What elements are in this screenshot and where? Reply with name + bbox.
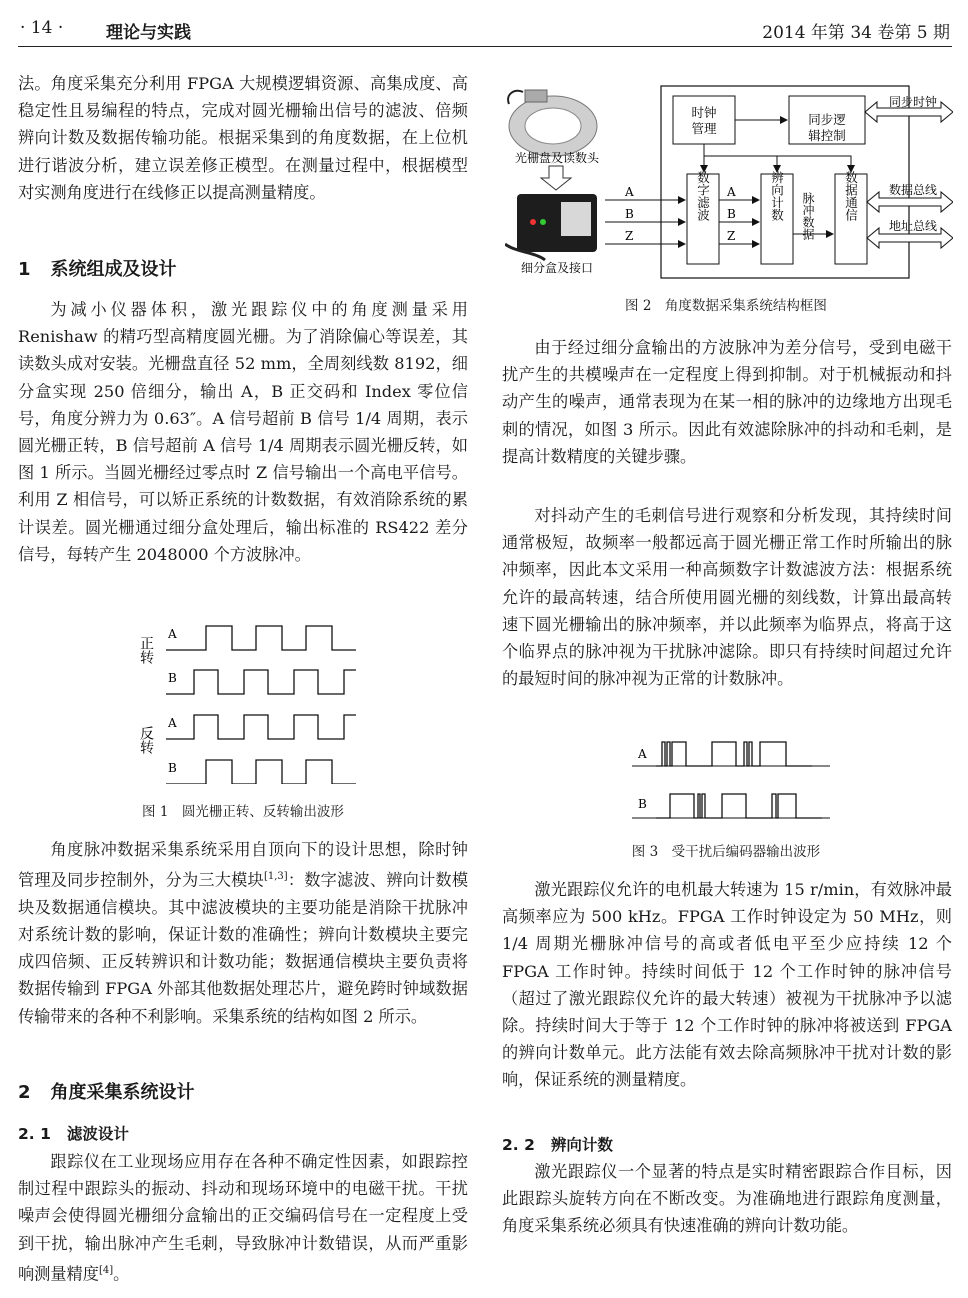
fig3-b-wave — [656, 794, 822, 818]
clock-block-label — [691, 105, 717, 136]
noise-paragraph: 由于经过细分盒输出的方波脉冲为差分信号，受到电磁干扰产生的共模噪声在一定程度上得到抑制。对于机械振动和抖动产生的噪声，通常表现为在某一相的脉冲的边缘地方出现毛刺的情况，如图 3 所示。因此有效滤除脉冲的抖动和毛刺，是提高计数精度的关键步骤。 — [502, 338, 952, 466]
input-z-label: Z — [625, 229, 634, 243]
figure-3-caption: 图 3 受干扰后编码器输出波形 — [631, 844, 821, 860]
page-number: · 14 · — [20, 18, 64, 38]
block-label-line: 管理 — [691, 121, 717, 136]
fwd-a-label: A — [168, 627, 177, 641]
section-2-2-heading — [502, 1133, 613, 1155]
text-run: 跟踪仪在工业现场应用存在各种不确定性因素，如跟踪控制过程中跟踪头的振动、抖动和现场环境中的电磁干扰。干扰噪声会使得圆光栅细分盒输出的正交编码信号在一定程度上受到干扰，输出脉冲产生毛刺，导致脉冲计数错误，从而严重影响测量精度 — [18, 1152, 468, 1284]
section-2-1-heading — [18, 1122, 129, 1144]
counter-block-label: 辨向计数 — [769, 171, 785, 221]
fig3-b-label: B — [638, 797, 647, 811]
filter-block-label: 数字滤波 — [695, 171, 711, 221]
section-1-paragraph: 为减小仪器体积，激光跟踪仪中的角度测量采用 Renishaw 的精巧型高精度圆光栅。为了消除偏心等误差，其读数头成对安装。光栅盘直径 52 mm，全周刻线数 8192，细分盒实现 250 倍细分，输出 A，B 正交码和 Index 零位信号，角度分辨力为 0.63″。A 信号超前 B 信号 1/4 周期，表示圆光栅正转，B 信号超前 A 信号 1/4 周期表示圆光栅反转，如图 1 所示。当圆光栅经过零点时 Z 信号输出一个高电平信号。利用 Z 相信号，可以矫正系统的计数数据，有效消除系统的累计误差。圆光栅通过细分盒处理后，输出标准的 RS422 差分信号，每转产生 2048000 个方波脉冲。 — [18, 300, 468, 564]
block-label-line: 时钟 — [691, 105, 717, 120]
pulse-data-label: 脉冲数据 — [801, 192, 815, 240]
text-run: ：数字滤波、辨向计数模块及数据通信模块。其中滤波模块的主要功能是消除干扰脉冲对系统计数的影响，保证计数的准确性；辨向计数模块主要完成四倍频、正反转辨识和计数功能；数据通信模块主要负责将数据传输到 FPGA 外部其他数据处理芯片，避免跨时钟域数据传输带来的各种不利影响。采集系统的结构如图 2 所示。 — [18, 870, 469, 1026]
intro-paragraph: 法。角度采集充分利用 FPGA 大规模逻辑资源、高集成度、高稳定性且易编程的特点，完成对圆光栅输出信号的滤波、倍频辨向计数及数据传输功能。根据采集到的角度数据，在上位机进行谐波分析，建立误差修正模型。在测量过程中，根据模型对实测角度进行在线修正以提高测量精度。 — [18, 74, 468, 202]
subsection-title: 辨向计数 — [550, 1136, 613, 1154]
issue-info: 2014 年第 34 卷第 5 期 — [762, 23, 950, 43]
forward-label: 正转 — [138, 636, 154, 664]
clock-to-counter-arrow — [704, 156, 777, 172]
section-title: 角度采集系统设计 — [50, 1082, 195, 1103]
interface-box-photo — [505, 194, 597, 260]
mid-b-label: B — [727, 207, 736, 221]
fwd-a-wave — [166, 626, 356, 650]
citation: [1,3] — [263, 871, 288, 883]
fwd-b-label: B — [168, 671, 177, 685]
text-run: 。 — [113, 1264, 130, 1284]
block-label-line: 辑控制 — [808, 128, 846, 143]
section-number: 1 — [18, 259, 31, 280]
header-rule — [18, 46, 952, 47]
figure-1-waveforms — [120, 612, 380, 784]
input-b-label: B — [625, 207, 634, 221]
figure-3-interfered-waveforms — [626, 736, 836, 828]
data-bus-label: 数据总线 — [888, 183, 938, 197]
rev-b-label: B — [168, 761, 177, 775]
subsection-number: 2. 1 — [18, 1125, 51, 1143]
section-number: 2 — [18, 1082, 31, 1103]
encoder-ring-photo — [508, 90, 597, 156]
rev-b-wave — [166, 760, 356, 784]
running-section-title: 理论与实践 — [106, 23, 191, 43]
direction-count-paragraph: 激光跟踪仪一个显著的特点是实时精密跟踪合作目标，因此跟踪头旋转方向在不断改变。为准确地进行跟踪角度测量，角度采集系统必须具有快速准确的辨向计数功能。 — [502, 1162, 952, 1236]
section-title: 系统组成及设计 — [50, 259, 177, 280]
figure-2-block-diagram — [505, 84, 953, 280]
subsection-number: 2. 2 — [502, 1136, 535, 1154]
mid-a-label: A — [727, 185, 736, 199]
filter-design-paragraph — [18, 1148, 468, 1287]
fig3-a-wave — [656, 742, 812, 766]
comm-block-label: 数据通信 — [843, 171, 859, 221]
rev-a-label: A — [168, 716, 177, 730]
input-a-label: A — [625, 185, 634, 199]
sync-block-label — [808, 112, 846, 143]
section-1-heading — [18, 255, 177, 281]
rev-a-wave — [166, 715, 356, 739]
citation: [4] — [98, 1264, 114, 1276]
sync-clock-label: 同步时钟 — [888, 95, 938, 109]
figure-2-caption: 图 2 角度数据采集系统结构框图 — [625, 298, 827, 314]
filter-method-paragraph: 对抖动产生的毛刺信号进行观察和分析发现，其持续时间通常极短，故频率一般都远高于圆光栅正常工作时所输出的脉冲频率，因此本文采用一种高频数字计数滤波方法：根据系统允许的最高转速，结合所使用圆光栅的刻线数，计算出最高转速下圆光栅输出的脉冲频率，并以此频率为临界点，将高于这个临界点的脉冲视为干扰脉冲滤除。即只有持续时间超过允许的最短时间的脉冲视为正常的计数脉冲。 — [502, 506, 952, 689]
down-arrow — [541, 166, 571, 190]
photo-top-label: 光栅盘及读数头 — [514, 151, 600, 165]
fig3-a-label: A — [638, 747, 647, 761]
photo-bottom-label: 细分盒及接口 — [520, 261, 594, 275]
clock-management-block — [673, 96, 735, 144]
timing-paragraph: 激光跟踪仪允许的电机最大转速为 15 r/min，有效脉冲最高频率应为 500 kHz。FPGA 工作时钟设定为 50 MHz，则 1/4 周期光栅脉冲信号的高或者低电平至少应持续 12 个 FPGA 工作时钟。持续时间低于 12 个工作时钟的脉冲信号（超过了激光跟踪仪允许的最大转速）被视为干扰脉冲予以滤除。持续时间大于等于 12 个工作时钟的脉冲将被送到 FPGA 的辨向计数单元。此方法能有效去除高频脉冲干扰对计数的影响，保证系统的测量精度。 — [502, 880, 952, 1090]
figure-1-caption: 图 1 圆光栅正转、反转输出波形 — [142, 804, 344, 820]
subsection-title: 滤波设计 — [66, 1125, 129, 1143]
fwd-b-wave — [166, 670, 356, 694]
address-bus-label: 地址总线 — [888, 219, 938, 233]
system-design-paragraph — [18, 836, 468, 1030]
block-label-line: 同步逻 — [808, 112, 846, 127]
text-run: 角度脉冲数据采集系统采用自顶向下的设计思想，除时钟管理及同步控制外，分为三大模块 — [18, 840, 468, 890]
clock-to-comm-arrow — [777, 156, 851, 172]
reverse-label: 反转 — [138, 726, 154, 754]
section-2-heading — [18, 1078, 195, 1104]
mid-z-label: Z — [727, 229, 736, 243]
